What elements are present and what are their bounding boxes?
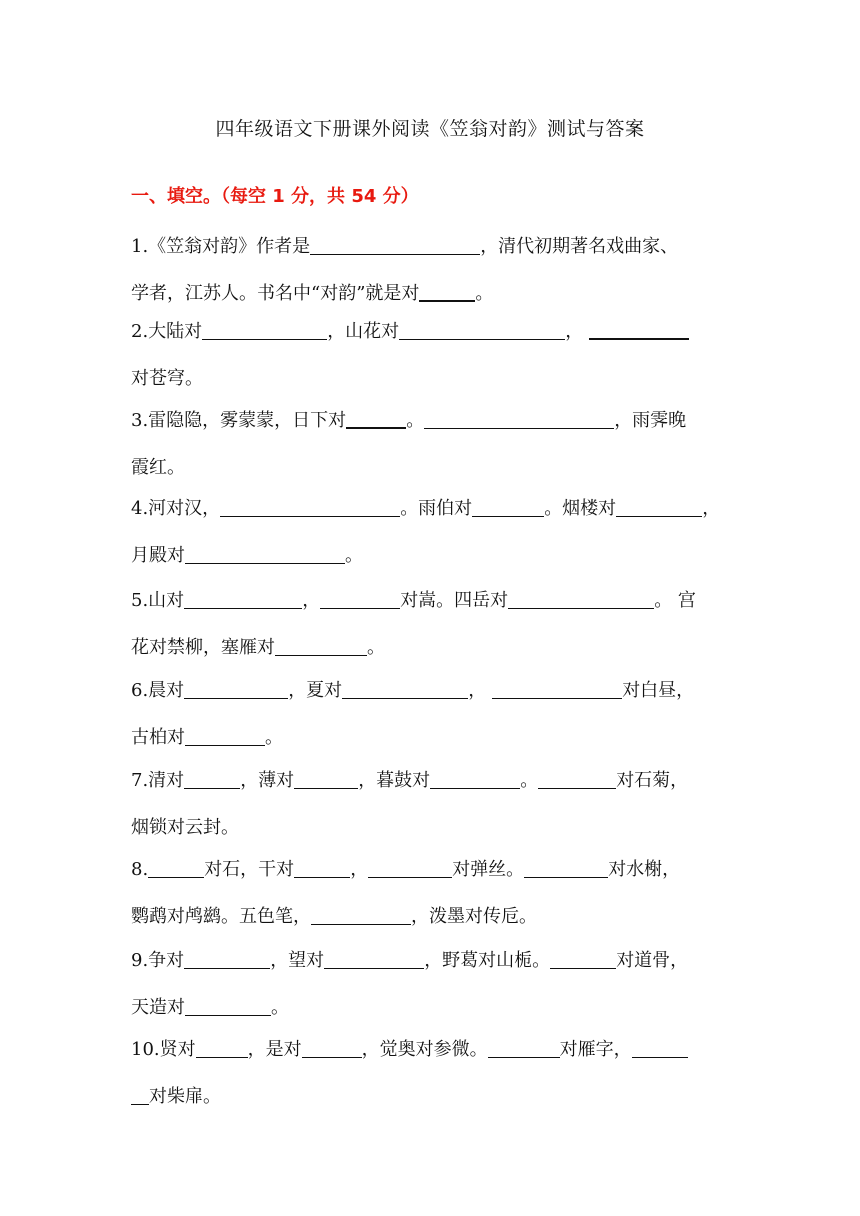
answer-blank[interactable] [508,590,654,609]
answer-blank[interactable] [196,1039,248,1058]
section-heading: 一、填空。（每空 1 分，共 54 分） [131,186,419,207]
question-7: 7.清对 ，薄对 ，暮鼓对 。 对石菊， 烟锁对云封。 [131,770,689,838]
answer-blank[interactable] [538,770,616,789]
answer-blank[interactable] [589,320,689,340]
question-10: 10.贤对 ，是对 ，觉奥对参微。 对雁字， 对柴扉。 [131,1026,731,1120]
answer-blank[interactable] [220,498,400,517]
question-6: 6.晨对 ，夏对 ， 对白昼， 古柏对 。 [131,680,695,748]
answer-blank[interactable] [472,498,544,517]
answer-blank[interactable] [632,1039,688,1058]
answer-blank[interactable] [430,770,520,789]
answer-blank[interactable] [302,1039,362,1058]
answer-blank[interactable] [202,321,327,340]
answer-blank[interactable] [131,1086,149,1105]
answer-blank[interactable] [184,680,288,699]
answer-blank[interactable] [368,859,452,878]
answer-blank[interactable] [294,770,358,789]
answer-blank[interactable] [550,950,616,969]
answer-blank[interactable] [184,590,302,609]
answer-blank[interactable] [310,236,480,255]
question-5: 5.山对 ， 对嵩。四岳对 。 宫 花对禁柳，塞雁对 。 [131,590,696,658]
answer-blank[interactable] [185,997,271,1016]
answer-blank[interactable] [524,859,608,878]
document-title: 四年级语文下册课外阅读《笠翁对韵》测试与答案 [215,118,645,140]
question-4: 4.河对汉， 。雨伯对 。烟楼对 ， 月殿对 。 [131,498,721,566]
answer-blank[interactable] [185,545,345,564]
question-8: 8. 对石，干对 ， 对弹丝。 对水榭， 鹦鹉对鸬鹚。五色笔， ，泼墨对传卮。 [131,859,681,927]
answer-blank[interactable] [424,410,614,429]
answer-blank[interactable] [346,409,406,429]
answer-blank[interactable] [320,590,400,609]
answer-blank[interactable] [275,637,367,656]
answer-blank[interactable] [419,282,475,302]
question-1: 1.《笠翁对韵》作者是 ，清代初期著名戏曲家、 学者，江苏人。书名中“对韵”就是对 。 [131,236,679,304]
answer-blank[interactable] [492,680,622,699]
answer-blank[interactable] [324,950,424,969]
question-9: 9.争对 ，望对 ，野葛对山栀。 对道骨， 天造对 。 [131,950,689,1018]
question-3: 3.雷隐隐，雾蒙蒙，日下对 。 ，雨霁晚 霞红。 [131,410,687,478]
answer-blank[interactable] [399,321,565,340]
answer-blank[interactable] [184,770,240,789]
answer-blank[interactable] [311,906,411,925]
answer-blank[interactable] [294,859,350,878]
answer-blank[interactable] [616,498,702,517]
answer-blank[interactable] [184,950,270,969]
answer-blank[interactable] [185,727,265,746]
question-2: 2.大陆对 ，山花对 ， 对苍穹。 [131,308,731,402]
answer-blank[interactable] [148,859,204,878]
answer-blank[interactable] [342,680,468,699]
answer-blank[interactable] [488,1039,560,1058]
